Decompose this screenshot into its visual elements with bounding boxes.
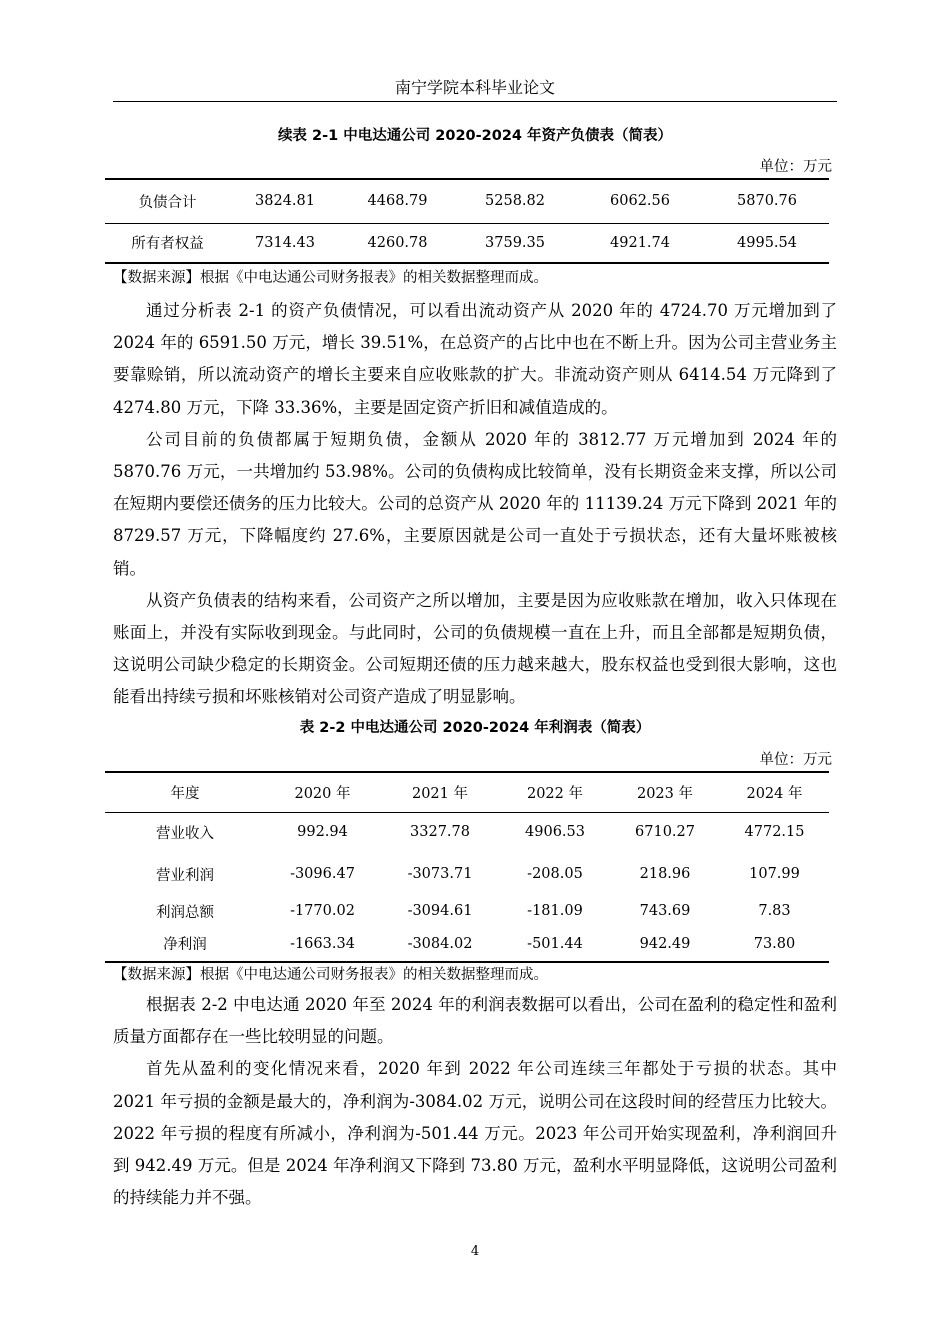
row-label: 营业收入 <box>156 825 214 842</box>
row-label: 净利润 <box>163 937 207 953</box>
table-cell: 4995.54 <box>737 234 797 251</box>
table1-balance-sheet <box>105 178 829 264</box>
table-cell: -1663.34 <box>290 935 355 952</box>
table-row <box>105 179 829 223</box>
table-cell: -1770.02 <box>290 903 355 919</box>
row-label: 所有者权益 <box>131 236 204 253</box>
paragraph: 首先从盈利的变化情况来看，2020 年到 2022 年公司连续三年都处于亏损的状态。其中 2021 年亏损的金额是最大的，净利润为-3084.02 万元，说明公司在这段时间的经营压力比较大。2022 年亏损的程度有所减小，净利润为-501.44 万元。2023 年公司开始实现盈利，净利润回升到 942.49 万元。但是 2024 年净利润又下降到 73.80 万元，盈利水平明显降低，这说明公司盈利的持续能力并不强。 <box>113 1059 837 1208</box>
table-header-row <box>105 772 829 812</box>
table-cell: 218.96 <box>639 866 691 882</box>
table2-income-statement <box>105 771 829 963</box>
table-cell: 73.80 <box>753 935 796 952</box>
table-cell: 6062.56 <box>610 193 670 210</box>
page-number: 4 <box>470 1244 480 1259</box>
table-cell: 4921.74 <box>610 234 670 251</box>
table-cell: 5870.76 <box>737 193 797 210</box>
row-label: 负债合计 <box>138 194 197 211</box>
table-cell: 4772.15 <box>744 824 805 841</box>
table-row <box>105 812 829 852</box>
table-cell: -3084.02 <box>407 935 473 952</box>
table-cell: -3094.61 <box>407 903 473 919</box>
row-label: 营业利润 <box>156 867 214 884</box>
table-cell: 4468.79 <box>367 193 428 210</box>
table1-source-note: 【数据来源】根据《中电达通公司财务报表》的相关数据整理而成。 <box>113 270 548 286</box>
table1-unit: 单位：万元 <box>759 159 832 175</box>
column-header: 2021 年 <box>411 785 468 802</box>
table-cell: 7314.43 <box>255 234 315 251</box>
table2-source-note: 【数据来源】根据《中电达通公司财务报表》的相关数据整理而成。 <box>113 967 548 983</box>
body-text-section-2 <box>113 989 837 1214</box>
paragraph: 通过分析表 2-1 的资产负债情况，可以看出流动资产从 2020 年的 4724.70 万元增加到了 2024 年的 6591.50 万元，增长 39.51%，在总资产的占比中也在不断上升。因为公司主营业务主要靠赊销，所以流动资产的增长主要来自应收账款的扩大。非流动资产则从 6414.54 万元降到了 4274.80 万元，下降 33.36%，主要是固定资产折旧和减值造成的。 <box>113 301 837 417</box>
table-cell: -3096.47 <box>290 866 355 882</box>
table-cell: -3073.71 <box>407 866 473 882</box>
column-header: 2022 年 <box>526 785 583 802</box>
table-cell: 3759.35 <box>485 234 545 251</box>
table-cell: -181.09 <box>527 903 583 919</box>
table-cell: 942.49 <box>639 935 691 952</box>
table-cell: 992.94 <box>297 824 348 841</box>
page-header-title: 南宁学院本科毕业论文 <box>394 78 555 97</box>
table-row <box>105 926 829 962</box>
table-cell: -501.44 <box>527 935 583 952</box>
table2-unit: 单位：万元 <box>759 752 832 768</box>
table2-caption: 表 2-2 中电达通公司 2020-2024 年利润表（简表） <box>299 720 651 736</box>
table-cell: 4906.53 <box>525 824 585 841</box>
column-header: 2020 年 <box>294 785 351 802</box>
table-row <box>105 852 829 896</box>
paragraph: 根据表 2-2 中电达通 2020 年至 2024 年的利润表数据可以看出，公司在盈利的稳定性和盈利质量方面都存在一些比较明显的问题。 <box>113 995 837 1047</box>
table-row <box>105 896 829 926</box>
row-label: 利润总额 <box>156 904 214 921</box>
body-text-section-1 <box>113 295 837 714</box>
paragraph: 从资产负债表的结构来看，公司资产之所以增加，主要是因为应收账款在增加，收入只体现在账面上，并没有实际收到现金。与此同时，公司的负债规模一直在上升，而且全部都是短期负债，这说明公司缺少稳定的长期资金。公司短期还债的压力越来越大，股东权益也受到很大影响，这也能看出持续亏损和坏账核销对公司资产造成了明显影响。 <box>113 590 837 707</box>
column-header: 年度 <box>170 785 200 802</box>
table-cell: 6710.27 <box>635 824 695 841</box>
column-header: 2023 年 <box>636 785 693 802</box>
table-cell: -208.05 <box>527 866 583 882</box>
table-cell: 5258.82 <box>485 193 545 210</box>
table-cell: 3327.78 <box>410 824 470 841</box>
column-header: 2024 年 <box>746 785 803 802</box>
table-row <box>105 223 829 263</box>
table-cell: 3824.81 <box>255 193 315 210</box>
table-cell: 743.69 <box>639 903 691 919</box>
table-cell: 7.83 <box>758 903 791 919</box>
table1-caption: 续表 2-1 中电达通公司 2020-2024 年资产负债表（简表） <box>277 128 673 144</box>
table-cell: 107.99 <box>749 866 800 882</box>
paragraph: 公司目前的负债都属于短期负债，金额从 2020 年的 3812.77 万元增加到 2024 年的 5870.76 万元，一共增加约 53.98%。公司的负债构成比较简单，没有长期资金来支撑，所以公司在短期内要偿还债务的压力比较大。公司的总资产从 2020 年的 11139.24 万元下降到 2021 年的 8729.57 万元，下降幅度约 27.6%，主要原因就是公司一直处于亏损状态，还有大量坏账被核销。 <box>113 429 837 578</box>
table-cell: 4260.78 <box>367 234 428 251</box>
header-rule <box>113 101 837 102</box>
